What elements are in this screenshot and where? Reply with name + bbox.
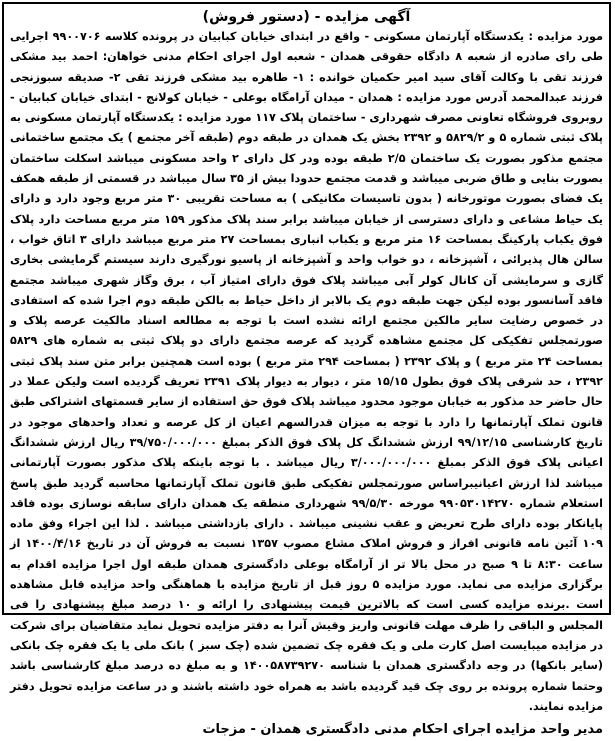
notice-title: آگهی مزایده - (دستور فروش)	[202, 9, 411, 25]
notice-signature: مدیر واحد مزایده اجرای احکام مدنی دادگستری همدان - مزجات	[202, 722, 603, 738]
auction-notice	[2, 2, 611, 738]
notice-body: مورد مزایده : یکدستگاه آپارتمان مسکونی - واقع در ابتدای خیابان کبابیان در پرونده کلاسه ۹۹۰۰۷۰۶ اجرایی طی رای صادره از شعبه ۸ دادگاه حقوقی همدان - شعبه اول اجرای احکام مدنی خواهان: احمد بید مشکی فرزند تقی با وکالت آقای سید امیر حکمیان خوانده : ۱- طاهره بید مشکی فرزند تقی ۲- صدیقه سبوزنجی فرزند عبدالمحمد آدرس مورد مزایده : همدان - میدان آرامگاه بوعلی - خیابان کولانج - ابتدای خیابان کبابیان - روبروی فروشگاه تعاونی مصرف شهرداری - ساختمان پلاک ۱۱۷ مورد مزایده : یکدستگاه آپارتمان مسکونی به پلاک ثبتی شماره ۵ و ۵۸۲۹/۲ و ۲۳۹۲ بخش یک همدان در طبقه دوم (طبقه آخر مجتمع ) یک مجتمع ساختمانی مجتمع مذکور بصورت یک ساختمان ۲/۵ طبقه بوده ودر کل دارای ۲ واحد مسکونی میباشد اسکلت ساختمان بصورت بنایی و طاق ضربی میباشد و قدمت مجتمع حدودا بیش از ۳۵ سال میباشد در قسمتی از طبقه همکف یک فضای بصورت موتورخانه ( بدون تاسیسات مکانیکی ) به مساحت تقریبی ۳۰ متر مربع وجود دارد و دارای یک حیاط مشاعی و دارای دسترسی از خیابان میباشد برابر سند پلاک مذکور ۱۵۹ متر مربع مساحت دارد پلاک فوق یکباب پارکینگ بمساحت ۱۶ متر مربع و یکباب انباری بمساحت ۲۷ متر مربع میباشد دارای ۳ اتاق خواب ، سالن هال پذیرائی ، آشپزخانه ، دو خواب واحد و آشپزخانه از پاسیو نورگیری دارند سیستم گرمایشی بخاری گازی و سرمایشی آن کانال کولر آبی میباشد پلاک فوق دارای امتیاز آب ، برق وگاز شهری میباشد مجتمع فاقد آسانسور بوده لیکن جهت طبقه دوم یک بالابر از داخل حیاط به بالکن طبقه دوم اجرا شده که استفادی در خصوص رضایت سایر مالکین مجتمع ارائه نشده است با توجه به مطالعه اسناد مالکیت عرصه پلاک و صورتمجلس تفکیکی کل مجتمع مشاهده گردید که عرصه مجتمع دارای دو پلاک ثبتی به شماره های ۵۸۲۹ بمساحت ۲۴ متر مربع ) و پلاک ۲۳۹۲ ( بمساحت ۲۹۴ متر مربع ) بوده است همچنین برابر متن سند پلاک ثبتی ۲۳۹۲ ، حد شرقی پلاک فوق بطول ۱۵/۱۵ متر ، دیوار به دیوار پلاک ۲۳۹۱ تعریف گردیده است ولیکن عملا در حال حاضر حد مذکور به خیابان موجود محدود میباشد پلاک فوق حق استفاده از سایر قسمتهای اشتراکی طبق قانون تملک آپارتمانها را دارد با توجه به میزان قدرالسهم اعیان از کل عرصه و تعداد واحدهای موجود در تاریخ کارشناسی ۹۹/۱۲/۱۵ ارزش ششدانگ کل پلاک فوق الذکر بمبلغ ۳۹/۷۵۰/۰۰۰/۰۰۰ ریال ارزش ششدانگ اعیانی پلاک فوق الذکر بمبلغ ۳/۰۰۰/۰۰۰/۰۰۰ ریال میباشد . با توجه باینکه پلاک مذکور بصورت آپارتمانی میباشد لذا ارزش اعیانیبراساس صورتمجلس تفکیکی طبق قانون تملک آپارتمانها محاسبه گردید طبق پاسخ استعلام شماره ۹۹۰۵۳۰۱۴۲۷۰ مورخه ۹۹/۵/۳۰ شهرداری منطقه یک همدان دارای سابقه نوسازی بوده فاقد پایانکار بوده دارای طرح تعریض و عقب نشینی میباشد . دارای بازداشتی میباشد . لذا این اجراء وفق ماده ۱۰۹ آئین نامه قانونی افراز و فروش املاک مشاع مصوب ۱۳۵۷ نسبت به فروش آن در تاریخ ۱۴۰۰/۴/۱۶ از ساعت ۸:۳۰ تا ۹ صبح در محل بالا تر از آرامگاه بوعلی دادگستری همدان طبقه اول اجرا مزایده اقدام به برگزاری مزایده می نماید. مورد مزایده ۵ روز قبل از تاریخ مزایده با هماهنگی واحد مزایده قابل مشاهده است .برنده مزایده کسی است که بالاترین قیمت پیشنهادی را ارائه و ۱۰ درصد مبلغ پیشنهادی را فی المجلس و الباقی را ظرف مهلت قانونی واریز وفیش آنرا به دفتر مزایده تحویل نماید متقاضیان برای شرکت در مزایده میبایست اصل کارت ملی و یک فقره چک تضمین شده (چک سبز ) بانک ملی یا یک فقره چک بانکی (سایر بانکها) در وجه دادگستری همدان با شناسه ۱۴۰۰۵۸۷۳۹۲۷۰ و به مبلغ ده درصد مبلغ کارشناسی باشد وحتما شماره پرونده بر روی چک قید گردیده باشد به همراه خود داشته باشند و در ساعت مزایده تحویل دفتر مزایده نمایند.	[10, 30, 604, 713]
